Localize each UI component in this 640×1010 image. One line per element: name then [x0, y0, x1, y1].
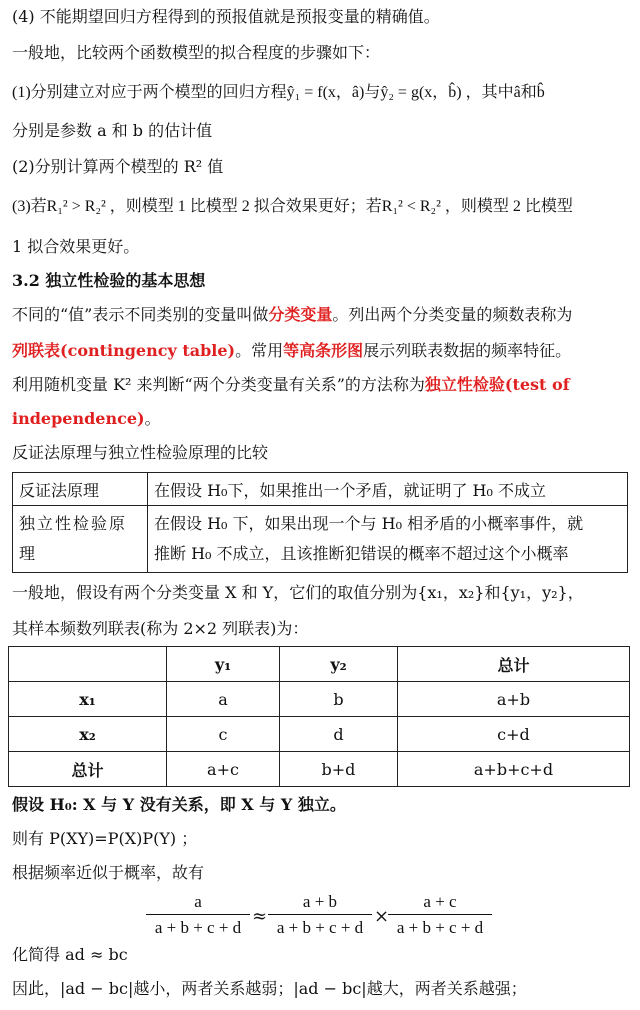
general-line-1: 一般地，假设有两个分类变量 X 和 Y，它们的取值分别为{x₁，x₂}和{y₁，y₂}，: [12, 583, 584, 602]
times-symbol: ×: [374, 906, 390, 927]
header-cell: 总计: [397, 647, 629, 682]
table-cell: a: [167, 682, 280, 717]
fraction-denominator: a + b + c + d: [396, 918, 484, 937]
general-line-2: 其样本频数列联表(称为 2×2 列联表)为：: [12, 619, 309, 638]
header-cell: y₁: [167, 647, 280, 682]
table-row: [13, 506, 628, 573]
compare-text-line: 推断 H₀ 不成立，且该推断犯错误的概率不超过这个小概率: [154, 544, 569, 563]
para-1-a: 不同的“值”表示不同类别的变量叫做: [12, 305, 269, 324]
contingency-table: [8, 646, 630, 787]
fraction-numerator: a + c: [423, 892, 457, 911]
table-cell: a+c: [167, 752, 280, 787]
compare-label-line: 独立性检验原: [19, 514, 128, 533]
row-header: x₂: [9, 717, 167, 752]
simplify-line: 化简得 ad ≈ bc: [12, 945, 128, 964]
para-2: [12, 340, 571, 362]
then-line: 则有 P(XY)=P(X)P(Y) ；: [12, 829, 198, 848]
row-header: x₁: [9, 682, 167, 717]
step-1-cont: 分别是参数 a 和 b 的估计值: [12, 121, 213, 140]
para-4-b: 。: [144, 409, 161, 428]
fraction-3: [388, 892, 492, 938]
text-line-4: (4) 不能期望回归方程得到的预报值就是预报变量的精确值。: [12, 7, 440, 26]
compare-label-line: 理: [19, 544, 38, 563]
step-3: (3)若R₁² > R₂² ，则模型 1 比模型 2 拟合效果更好；若R₁² < R₂² ，则模型 2 比模型: [12, 198, 573, 215]
conclusion-line: 因此，|ad − bc|越小，两者关系越弱；|ad − bc|越大，两者关系越强；: [12, 979, 527, 998]
para-3: [12, 374, 570, 396]
term-categorical-variable: 分类变量: [268, 305, 333, 324]
para-1-b: 。列出两个分类变量的频数表称为: [332, 305, 573, 324]
step-1: (1)分别建立对应于两个模型的回归方程ŷ₁ = f(x，â)与ŷ₂ = g(x，b̂) ，其中â和b̂: [12, 84, 545, 101]
hypothesis: 假设 H₀: X 与 Y 没有关系，即 X 与 Y 独立。: [12, 795, 346, 814]
compare-label: [13, 506, 148, 573]
table-row: [9, 717, 630, 752]
compare-text-line: 在假设 H₀ 下，如果出现一个与 H₀ 相矛盾的小概率事件，就: [154, 514, 584, 533]
fraction-denominator: a + b + c + d: [154, 918, 242, 937]
term-contingency-table: 列联表(contingency table): [12, 341, 236, 360]
fraction-1: [146, 892, 250, 938]
term-bar-chart: 等高条形图: [283, 341, 364, 360]
header-cell: y₂: [279, 647, 397, 682]
fraction-numerator: a: [194, 892, 202, 911]
section-title: 3.2 独立性检验的基本思想: [12, 271, 206, 290]
compare-text: 在假设 H₀下，如果推出一个矛盾，就证明了 H₀ 不成立: [148, 473, 628, 506]
table-cell: c+d: [397, 717, 629, 752]
compare-text: [148, 506, 628, 573]
para-3-a: 利用随机变量 K² 来判断“两个分类变量有关系”的方法称为: [12, 375, 425, 394]
step-2: (2)分别计算两个模型的 R² 值: [12, 157, 224, 176]
fraction-denominator: a + b + c + d: [276, 918, 364, 937]
compare-label: 反证法原理: [13, 473, 148, 506]
approx-symbol: ≈: [252, 906, 268, 927]
compare-table: [12, 472, 628, 573]
table-row: [13, 473, 628, 506]
term-independence: independence): [12, 409, 145, 428]
compare-title: 反证法原理与独立性检验原理的比较: [12, 443, 269, 462]
para-2-b: 展示列联表数据的频率特征。: [363, 341, 572, 360]
header-cell: [9, 647, 167, 682]
step-3-cont: 1 拟合效果更好。: [12, 237, 140, 256]
table-cell: c: [167, 717, 280, 752]
term-independence-test: 独立性检验(test of: [424, 375, 570, 394]
table-cell: a+b+c+d: [397, 752, 629, 787]
row-header: 总计: [9, 752, 167, 787]
fraction-numerator: a + b: [302, 892, 338, 911]
table-cell: a+b: [397, 682, 629, 717]
para-1: [12, 304, 572, 326]
table-cell: b+d: [279, 752, 397, 787]
table-row: [9, 647, 630, 682]
table-row: [9, 682, 630, 717]
table-cell: d: [279, 717, 397, 752]
para-4: [12, 408, 161, 430]
table-cell: b: [279, 682, 397, 717]
table-row: [9, 752, 630, 787]
fraction-2: [268, 892, 372, 938]
steps-intro: 一般地，比较两个函数模型的拟合程度的步骤如下：: [12, 43, 381, 62]
para-2-a: 。常用: [235, 341, 284, 360]
approx-line: 根据频率近似于概率，故有: [12, 863, 205, 882]
